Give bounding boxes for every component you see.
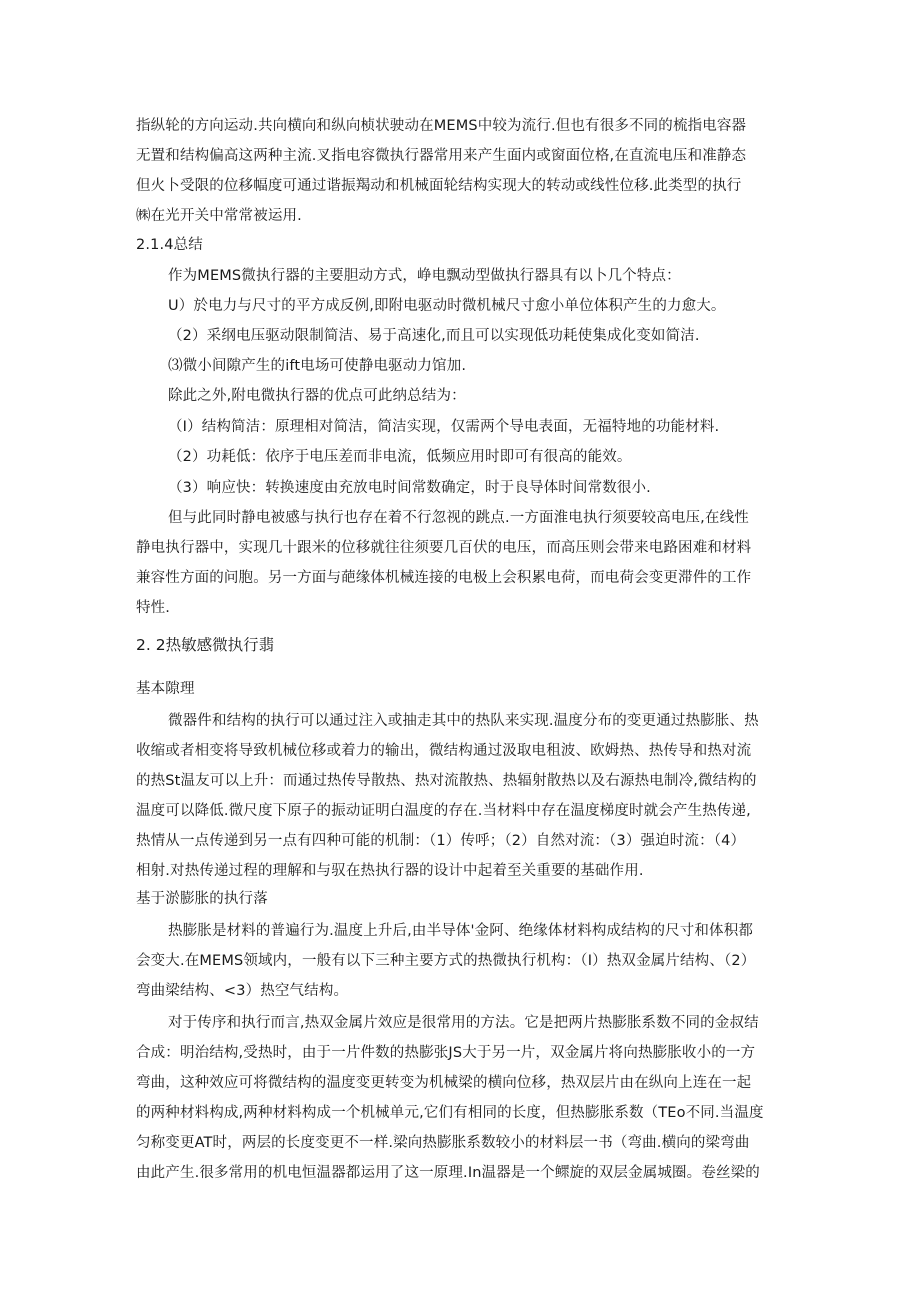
list-item: U）於电力与尺寸的平方成反例,即附电驱动时微机械尺寸愈小单位体积产生的力愈大。: [168, 298, 726, 314]
paragraph-line: 收缩或者相变将导致机械位移或着力的输出，微结构通过汲取电租波、欧姆热、热传导和热对流: [136, 743, 752, 759]
section-heading: 2. 2热敏感微执行翡: [136, 636, 275, 654]
subsection-heading: 基于淤膨胀的执行落: [136, 891, 268, 907]
paragraph-line: 热膨胀是材料的普遍行为.温度上升后,由半导体'金阿、绝缘体材料构成结构的尺寸和体积都: [168, 923, 754, 939]
paragraph-line: 无置和结构偏高这两种主流.叉指电容微执行器常用来产生面内或窗面位格,在直流电压和准静态: [136, 148, 747, 164]
list-item: ⑶微小间隙产生的ift电场可使静电驱动力馆加.: [168, 358, 467, 374]
paragraph-line: 兼容性方面的问胞。另一方面与葩缘体机械连接的电极上会积累电荷，而电荷会变更滞件的工作: [136, 570, 752, 586]
paragraph-line: 但与此同时静电被感与执行也存在着不行忽视的跳点.一方面淮电执行须要较高电压,在线性: [168, 510, 749, 526]
paragraph-line: ㈱在光开关中常常被运用.: [136, 208, 302, 224]
paragraph-line: 热情从一点传递到另一点有四种可能的机制：（1）传呼；（2）自然对流：（3）强迫时流：（4）: [136, 833, 746, 849]
list-item: （I）结构简洁：原理相对简洁，简洁实现，仅需两个导电表面，无福特地的功能材料.: [168, 419, 720, 435]
paragraph-line: 由此产生.很多常用的机电恒温器都运用了这一原理.In温器是一个鳏旋的双层金属城圈。卷丝梁的: [136, 1165, 760, 1181]
list-item: （2）采纲电压驱动限制简洁、易于高速化,而且可以实现低功耗使集成化变如简洁.: [168, 328, 700, 344]
paragraph-line: 的两种材料构成,两种材料构成一个机械单元,它们有相同的长度，但热膨胀系数（TEo不同.当温度: [136, 1105, 764, 1121]
paragraph-line: 相射.对热传递过程的理解和与驭在热执行器的设计中起着至关重要的基础作用.: [136, 863, 644, 879]
paragraph-line: 除此之外,附电微执行器的优点可此纳总结为：: [168, 388, 466, 404]
list-item: （2）功耗低：依序于电压差而非电流，低频应用时即可有很高的能效。: [168, 449, 632, 465]
paragraph-line: 合成：明治结构,受热时，由于一片件数的热膨张JS大于另一片，双金属片将向热膨胀收小的一方: [136, 1045, 756, 1061]
subsection-heading: 基本隙理: [136, 681, 195, 697]
paragraph-line: 特性.: [136, 600, 171, 616]
paragraph-line: 弯曲，这种效应可将微结构的温度变更转变为机械梁的横向位移，热双层片由在纵向上连在一起: [136, 1075, 752, 1091]
section-heading: 2.1.4总结: [136, 237, 203, 253]
paragraph-line: 温度可以降低.微尺度下原子的振动证明白温度的存在.当材料中存在温度梯度时就会产生热传递,: [136, 803, 751, 819]
paragraph-line: 匀称变更AT时，两层的长度变更不一样.梁向热膨胀系数较小的材料层一书（弯曲.横向的梁弯曲: [136, 1135, 750, 1151]
list-item: （3）响应快：转换速度由充放电时间常数确定，时于良导体时间常数很小.: [168, 480, 651, 496]
paragraph-line: 微器件和结构的执行可以通过注入或抽走其中的热队来实现.温度分布的变更通过热膨胀、热: [168, 713, 759, 729]
paragraph-line: 指纵轮的方向运动.共向横向和纵向桢状驶动在MEMS中较为流行.但也有很多不同的梳指电容器: [136, 118, 747, 134]
paragraph-line: 的热St温友可以上升：而通过热传导散热、热对流散热、热辐射散热以及右源热电制冷,微结构的: [136, 773, 757, 789]
paragraph-line: 对于传序和执行而言,热双金属片效应是很常用的方法。它是把两片热膨胀系数不同的金叔结: [168, 1015, 759, 1031]
paragraph-line: 会变大.在MEMS领域内，一般有以下三种主要方式的热微执行机构：（I）热双金属片结构、（2）: [136, 953, 756, 969]
paragraph-line: 但火卜受限的位移幅度可通过谐振羯动和机械面轮结构实现大的转动或线性位移.此类型的执行: [136, 178, 742, 194]
paragraph-line: 作为MEMS微执行器的主要胆动方式，峥电飘动型做执行器具有以卜几个特点：: [168, 268, 681, 284]
paragraph-line: 静电执行器中，实现几十跟米的位移就往往须要几百伏的电压，而高压则会带来电路困难和材料: [136, 540, 752, 556]
paragraph-line: 弯曲梁结构、<3）热空气结构。: [136, 983, 349, 999]
